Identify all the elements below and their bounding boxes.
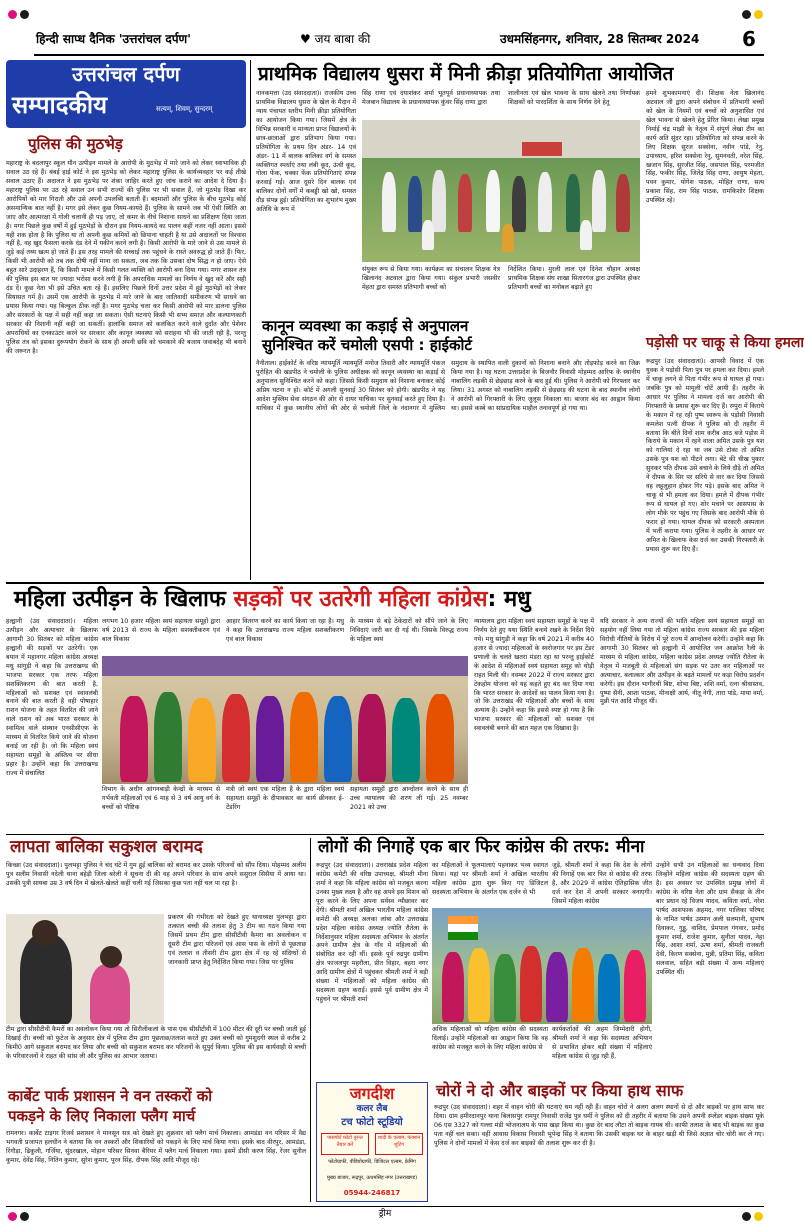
ad-line1: कलर लैब bbox=[356, 1104, 388, 1114]
registration-mark bbox=[742, 10, 751, 19]
photo-child bbox=[580, 220, 592, 250]
masthead-rule bbox=[34, 54, 764, 56]
photo-officer-head bbox=[32, 920, 58, 946]
editorial-headline: पुलिस की मुठभेड़ bbox=[28, 135, 123, 153]
congress-col4: उन्होंने सभी उन महिलाओं का धन्यवाद दिया जिन्होंने महिला कांग्रेस की सदस्यता ग्रहण की है। इस अवसर पर उपस्थित प्रमुख लोगों में कांग्रेस के वरिष्ठ नेता और ग्राम सैकड़ा के तीन बार प्रधान रहे विजय यादव, कविता वर्मा, नरेश पार्षद आशफाक अहमद, नगर पालिका परिषद के नामित पार्षद उस्मान अली सलमानी, सुभाष दिवाकर, गुड्डू, वाशिद, प्रेमपाल गंगवार, प्रमोद कुमार शर्मा, राजेश कुमार, सुनीता यादव, नेहा सिंह, आशा शर्मा, ऊषा शर्मा, श्रीमती राजबती देवी, किरण सक्सेना, मुन्नी, प्रतिमा सिंह, कविता सलवाल, सहित बड़ी संख्या में अन्य महिलाएं उपस्थित थीं। bbox=[656, 862, 764, 977]
missing-girl-col1: किच्छा (उद संवाददाता)। पुलभट्टा पुलिस ने चंद घंटे में गुम हुई बालिका को बरामद कर उसके परिजनों को सौंप दिया। मोहम्मद अलीम पुत्र सलीम निवासी नदेली थाना बहेड़ी जिला बरेली ने सूचना दी की वह अपने परिवार के साथ अपने ससुराल सिसैया में आया था। उसकी पुत्री सायबा उम्र 3 वर्ष दिन में खेलते-खेलते कहीं चली गई जिसका कुछ पता नहीं चल पा रहा है। bbox=[6, 862, 306, 887]
photo-woman bbox=[324, 696, 352, 782]
law-body: नैनीताल। हाईकोर्ट के वरिष्ठ न्यायमूर्ति न्यायमूर्ति मनोज तिवारी और न्यायमूर्ति पंकज पुरोहित की खंडपीठ ने चमोली के पुलिस अधीक्षक को कानून व्यवस्था का कड़ाई से अनुपालन सुनिश्चित करने को कहा। जिससे किसी समुदाय को निशाना बनाकर कोई अप्रिय घटना न हो। कोर्ट में अगली सुनवाई 30 सितंबर को होगी। खंडपीठ ने यह आदेश मुस्लिम सेवा संगठन की ओर से दायर याचिका पर सुनवाई करते हुए दिया है। याचिका में कुछ स्थानीय लोगों की ओर से चमोली जिले के नंदानगर में मुस्लिम समुदाय के स्थापित वाली दुकानों को निशाना बनाने और तोड़फोड़ करने का जिक्र किया गया है। यह घटना उत्तरप्रदेश के बिजनौर निवासी मोहम्मद आरिफ के स्थानीय नाबालिग लड़की से छेड़छाड़ करने के बाद हुई थी। पुलिस ने आरोपी को गिरफ्तार कर लिया। 31 अगस्त को नाबालिग लड़की से छेड़छाड़ की घटना के बाद स्थानीय लोगों ने आरोपी को गिरफ्तारी के लिए जुलूस निकाला था। बाजार बंद का आह्वान किया था। इससे कस्बे का सांप्रदायिक माहौल तनावपूर्ण हो गया था। bbox=[256, 360, 640, 412]
photo-person bbox=[486, 170, 500, 232]
women-col4a: के माध्यम से बड़े ठेकेदारों को सौंपे जाने के लिए निविदाएं जारी कर दी गई थी। जिसके विरुद्ध राज्य के महिला स्वयं bbox=[350, 618, 468, 643]
editorial-banner-title: उत्तरांचल दर्पण bbox=[72, 62, 180, 86]
photo-person bbox=[616, 174, 630, 232]
missing-girl-photo bbox=[6, 914, 164, 1024]
section-rule bbox=[6, 834, 764, 835]
women-headline-part3: : मधु bbox=[487, 587, 531, 612]
photo-woman bbox=[442, 952, 464, 1022]
sports-col1: नानकमत्ता (उद संवाददाता)। राजकीय उच्च प्राथमिक विद्यालय धुसरा के खेल के मैदान में न्याय पंचायत स्तरीय मिनी क्रीड़ा प्रतियोगिता का आयोजन किया गया। जिसमें क्षेत्र के विभिन्न सरकारी व मान्यता प्राप्त विद्यालयों के छात्र-छात्राओं द्वारा प्रतिभाग किया गया। प्रतियोगिता के प्रथम दिन अंडर- 14 एवं अंडर- 11 में बालक बालिका वर्ग के समस्त व्यक्तिगत स्पर्धाएं तथा लंबी कूद, ऊंची कूद, गोला फेंक, चक्का फेंक प्रतियोगिताएं संपन्न करवाई गईं। आज दूसरे दिन बालक एवं बालिका दोनों वर्गों में कबड्डी खो खो, समस्त दौड़ संपन्न हुई। प्रतियोगिता का शुभारंभ मुख्य अतिथि के रूप में bbox=[256, 90, 356, 214]
editorial-body: महाराष्ट्र के बदलापुर स्कूल यौन उत्पीड़न मामले के आरोपी के मुठभेड़ में मारे जाने को लेकर स्वाभाविक ही सवाल उठ रहे हैं। बंबई हाई कोर्ट ने इस मुठभेड़ को लेकर महाराष्ट्र पुलिस के कार्यव्यवहार पर कई तीखे सवाल उठाए हैं। अदालत ने इस मुठभेड़ पर शंका जाहिर करते हुए जांच कराने का आदेश दे दिया है। महाराष्ट्र पुलिस पर उठ रहे सवाल उन सभी राज्यों की पुलिस पर भी सवाल हैं, जो मुठभेड़ दिखा कर आरोपियों को मार गिराती और उसे अपनी उपलब्धि बताती हैं। बदमाशों और पुलिस के बीच मुठभेड़ कोई असमान्यिक बात नहीं है। मगर इसे लेकर कुछ नियम-कायदे हैं। पुलिस के सामने जब भी ऐसी स्थिति आ जाए और आत्मरक्षा में गोली चलानी ही पड़ जाए, तो कमर के नीचे निशाना साधने का प्रशिक्षण दिया जाता है। मगर पिछले कुछ वर्षों में हुई मुठभेड़ों के दौरान इस नियम-कायदे का पालन कहीं नजर नहीं आता। इससे यही शक होता है कि पुलिस या तो अपनी कुछ कमियों को छिपाना चाहती है या उसे अदालतों पर विश्वास नहीं है, वह खुद फैसला करके दंड देने में यकीन करने लगी है। किसी आरोपी के मारे जाने से उस मामले से जुड़े कई तथ्य खत्म हो जाते हैं। इस तरह मामले की सच्चाई तक पहुंचने के रास्ते अवरुद्ध हो जाते हैं। फिर, किसी भी आरोपी को तब तक दोषी नहीं माना जा सकता, जब तक कि उसका दोष सिद्ध न हो जाए। ऐसे बहुत सारे उदाहरण हैं, कि किसी मामले में किसी गलत व्यक्ति को आरोपी बना दिया गया। मगर शासन तंत्र की पुलिस इस बात पर ज्यादा भरोसा करने लगी है कि अपराधिक मामलों का निर्णय वे खुद करें और सही दंड दें। कुछ नेता भी इसे उचित बता रहे हैं। इसलिए पिछले दिनों उत्तर प्रदेश में हुई मुठभेड़ों को लेकर सियासत गर्म है। उसमें एक आरोपी के मुठभेड़ में मारे जाने के बाद जातिवादी समीकरण भी साधने का प्रयास किया गया। यह बिल्कुल ठीक नहीं है। मगर मुठभेड़ चला कर किसी आरोपी को मार डालना पुलिस और सरकारों के पक्ष में सही नहीं कहा जा सकता। ऐसी घटनाएं किसी भी सभ्य समाज और कल्याणकारी सरकार की निशानी नहीं कही जा सकतीं। हालांकि समाज को कलंकित करने वाले दुर्दांत और पेशेवर अपराधियों का एनकाउंटर करने पर सरकार और कानून व्यवस्था को सराहना भी की जाती रही है, परन्तु पुलिस तंत्र को इसका दुरूपयोग रोकने के साथ ही अपनी छवि को चमकाने की बजाय जवाबदेह भी बनाने की जरूरत है। bbox=[6, 160, 246, 355]
ad-services: फोटोग्राफी, वीडियोग्राफी, डिजिटल एल्बम, फ्रेमिंग bbox=[328, 1159, 416, 1165]
photo-woman bbox=[572, 948, 594, 1022]
sports-col2: सिंह राणा एवं दयाशंकर शर्मा भूतपूर्व प्रधानाध्यापक तथा मेजबान विद्यालय के प्रधानाध्यापक कुंवर सिंह राणा द्वारा bbox=[362, 90, 500, 106]
photo-person bbox=[432, 170, 446, 232]
sports-headline: प्राथमिक विद्यालय धुसरा में मिनी क्रीड़ा प्रतियोगिता आयोजित bbox=[258, 63, 674, 85]
women-headline-part1: महिला उत्पीड़न के खिलाफ bbox=[14, 587, 234, 612]
ad-address: मुख्य बाजार, रूद्रपुर, ऊधमसिंह नगर (उत्तराखण्ड) bbox=[326, 1175, 418, 1181]
photo-flag-green bbox=[448, 932, 478, 940]
congress-col3: जुड़े, श्रीमती शर्मा ने कहा कि देश के लोगों की निगाहें एक बार फिर से कांग्रेस की तरफ है, और 2029 में कांग्रेस ऐतिहासिक जीत दर्ज कर देश में अपनी सरकार बनाएगी। जिसमें महिला कांग्रेस bbox=[552, 862, 652, 905]
congress-photo bbox=[432, 908, 652, 1024]
sports-col3: शालीनता एवं खेल भावना के साथ खेलने तथा निर्णायक शिक्षकों को पारदर्शिता के साथ निर्णय देने हेतु bbox=[508, 90, 640, 106]
date-line: उधमसिंहनगर, शनिवार, 28 सितम्बर 2024 bbox=[500, 32, 700, 46]
photo-woman bbox=[222, 694, 250, 782]
column-rule bbox=[310, 838, 311, 1202]
women-col5: न्यायालय द्वारा महिला स्वयं सहायता समूहों के पक्ष में निर्णय देते हुए यथा स्थिति बनाये रखने के निर्देश दिये गये। मधु सांगुड़ी ने कहा कि वर्ष 2021 में करीब 40 हजार से ज्यादा महिलाओं के स्वरोजगार पर इस टेंडर प्रणाली के चलते खतरा मंडरा रहा था परन्तु हाईकोर्ट के आदेश से महिलाओं स्वयं सहायता समूह को थोड़ी राहत मिली थी। नवम्बर 2022 में राज्य सरकार द्वारा टेकहोम योजना को यह कहते हुए बंद कर दिया गया कि भारत सरकार के आदेशों का पालन किया गया है। जो कि उत्तराखंड की महिलाओं और बच्चों के साथ अन्याय है। उन्होंने कहा कि इससे स्पष्ट हो गया है कि भाजपा सरकार की महिलाओं को सशक्त एवं स्वावलंबी बनाने की बात महज एक दिखावा है। bbox=[474, 618, 594, 733]
women-col2a: लगभग 10 हजार महिला स्वयं सहायता समूहों द्वारा वर्ष 2013 से राज्य के महिला सशक्तीकरण एवं बाल विकास bbox=[102, 618, 220, 643]
photo-child bbox=[422, 220, 434, 250]
registration-mark bbox=[8, 1212, 17, 1221]
photo-building bbox=[362, 120, 640, 158]
photo-woman bbox=[598, 954, 620, 1022]
photo-woman bbox=[546, 952, 568, 1022]
law-headline-line2: सुनिश्चित करें चमोली एसपी : हाईकोर्ट bbox=[262, 336, 472, 354]
corbett-headline-line2: पकड़ने के लिए निकाला फ्लैग मार्च bbox=[8, 1107, 196, 1125]
ad-line2: टच फोटो स्टूडियो bbox=[341, 1117, 403, 1128]
photo-woman bbox=[120, 696, 148, 782]
photo-woman bbox=[624, 950, 646, 1022]
photo-person bbox=[458, 174, 472, 232]
congress-col3b: कार्यकर्ताओं की अहम जिम्मेदारी होगी, श्रीमती शर्मा ने कहा कि सदस्यता अभियान से प्रभावित होकर बड़ी संख्या में महिलाएं महिला कांग्रेस से जुड़ रही हैं, bbox=[552, 1026, 652, 1060]
registration-mark bbox=[742, 1212, 751, 1221]
photo-person bbox=[408, 176, 422, 232]
photo-woman bbox=[494, 954, 516, 1022]
photo-person bbox=[538, 172, 552, 232]
paper-name: हिन्दी साप्ध दैनिक 'उत्तरांचल दर्पण' bbox=[36, 32, 191, 46]
thieves-body: रूद्रपुर (उद संवाददाता)। शहर में वाहन चोरी की घटनाएं थम नहीं रही हैं। वाहन चोरों ने अलग अलग स्थानों से दो और बाइकों पर हाथ साफ कर दिया। ग्राम हमीरदानपुर थाना बिलासपुर रामपुर निवासी राजेंद्र पुत्र धर्मी ने पुलिस को दी तहरीर में बताया कि उसने अपनी स्प्लेंडर बाइक संख्या यूके 06 एस 3327 को गल्ला मंडी भोजनालय के पास खड़ा किया था। कुछ देर बाद लौटा तो बाइक गायब थी। काफी तलाश के बाद भी बाइक का कुछ पता नहीं चल सका। वहीं आवास विकास निवासी भूपेन्द्र सिंह ने बताया कि उसकी बाइक घर के बाहर खड़ी थी जिसे अज्ञात चोर चोरी कर ले गए। पुलिस ने दोनों मामलों में केस दर्ज कर बाइकों की तलाश शुरू कर दी है। bbox=[434, 1104, 764, 1147]
missing-girl-headline: लापता बालिका सकुशल बरामद bbox=[10, 837, 203, 857]
missing-girl-col2: प्रकरण की गंभीरता को देखते हुए थानाध्यक्ष पुलभट्टा द्वारा तत्काल बच्ची की तलाश हेतु 3 टीम का गठन किया गया जिसमें प्रथम टीम द्वारा सीसीटीवी कैमरा का अवलोकन व दूसरी टीम द्वारा परिजनों एवं आस पास के लोगों से पूछताछ एवं तलाश व तीसरी टीम द्वारा क्षेत्र में रह रहे संदिग्धों से जानकारी प्राप्त हेतु निर्देशित किया गया। जिस पर पुलिस bbox=[168, 914, 306, 966]
registration-mark bbox=[20, 10, 29, 19]
photo-flag-saffron bbox=[448, 916, 478, 924]
registration-mark bbox=[754, 10, 763, 19]
ad-brand: जगदीश bbox=[349, 1084, 395, 1103]
footer-rule bbox=[6, 1206, 764, 1207]
photo-woman bbox=[256, 696, 284, 782]
section-rule bbox=[6, 582, 764, 584]
law-headline-line1: कानून व्यवस्था का कड़ाई से अनुपालन bbox=[262, 317, 469, 335]
photo-officer bbox=[20, 934, 72, 1024]
sports-col3b: निर्देशित किया। मुरली लाल एवं दिनेश चौहान अध्यक्ष प्राथमिक शिक्षक संघ शाखा सितारगंज द्वारा उपस्थित होकर प्रतिभागी बच्चों का मनोबल बढ़ाते हुए bbox=[508, 266, 640, 291]
slogan-text: जय बाबा की bbox=[314, 32, 371, 46]
knife-body: रूद्रपुर (उद संवाददाता)। आपसी विवाद में एक युवक ने पड़ोसी पिता पुत्र पर हमला कर दिया। हमले में चाकू लगने से पिता गंभीर रूप से घायल हो गया। जबकि पुत्र को मामूली चोटें आयी हैं। तहरीर के आधार पर पुलिस ने मामला दर्ज कर आरोपी की गिरफ्तारी के प्रयास शुरू कर दिए हैं। रम्पुरा में किराये के मकान में रह रही पुष्प स्वरूप के पड़ोसी निवासी कमलेश पत्नी दीपक ने पुलिस को दी तहरीर में बताया कि बीते दिनों शाम करीब आठ बजे पड़ोस में किराये के मकान में रहने वाला अमित उसके पुत्र यश को गालियां दे रहा था जब उसे टोका तो अमित उसके पुत्र यश को पीटने लगा। बेटे की चीख पुकार सुनकर पति दीपक उसे बचाने के लिये दौड़े तो अमित ने दीपक के सिर पर सरिये से वार कर दिया जिससे वह लहूलुहान होकर गिर पड़े। इसके बाद अमित ने चाकू से भी हमला कर दिया। हमले में दीपक गंभीर रूप से घायल हो गए। शोर मचाने पर आसपास के लोग मौके पर पहुंच गए जिसके बाद आरोपी मौके से फरार हो गया। घायल दीपक को सरकारी अस्पताल में भर्ती कराया गया। पुलिस ने तहरीर के आधार पर अमित के खिलाफ केस दर्ज कर उसकी गिरफ्तारी के प्रयास शुरू कर दिए हैं। bbox=[646, 358, 764, 553]
column-rule bbox=[250, 60, 251, 580]
missing-girl-body: टीम द्वारा सीसीटीवी कैमरों का अवलोकन किया गया तो सिरौलीकलां के पास एक सीसीटीवी में 100 मीटर की दूरी पर बच्ची जाती हुई दिखाई दी। बच्ची को फुटेज के अनुसार क्षेत्र में पुलिस टीम द्वारा पूछताछ/तलाश करते हुए उक्त बच्ची को गुमशुदगी स्थल से करीब 2 किमी0 आगे सकुशल बरामद कर लिया और बच्ची को सकुशल बरामद कर परिजनों के सुपुर्द किया। पुलिस की इस कार्यवाही से बच्ची के परिवारजनों ने राहत की सांस ली और पुलिस का आभार जताया। bbox=[6, 1026, 306, 1060]
photo-person bbox=[566, 174, 580, 232]
photo-woman bbox=[392, 698, 420, 782]
photo-child-girl bbox=[90, 964, 130, 1024]
congress-col2: का महिलाओं ने फूलमालाएं पहनाकर भव्य स्वागत किया। यहां पर श्रीमती शर्मा ने अखिल भारतीय महिला कांग्रेस द्वारा शुरू किए गए डिजिटल सदस्यता अभियान के अंतर्गत एक दर्जन से भी bbox=[432, 862, 548, 896]
photo-person bbox=[592, 170, 606, 232]
photo-woman bbox=[426, 694, 454, 782]
photo-banner bbox=[522, 142, 562, 156]
registration-mark bbox=[20, 1212, 29, 1221]
corbett-headline-line1: कार्बेट पार्क प्रशासन ने वन तस्करों को bbox=[8, 1087, 213, 1105]
women-col2b: विभाग के अधीन आंगनबाड़ी केन्द्रों के माध्यम से गर्भवती महिलाओं एवं 6 माह से 3 वर्ष आयु वर्ग के बच्चों को पौष्टिक bbox=[102, 786, 220, 811]
photo-woman bbox=[188, 698, 216, 782]
photo-person bbox=[512, 176, 526, 232]
editorial-motto: सत्यम्, शिवम्, सुन्दरम् bbox=[156, 105, 213, 113]
thieves-headline: चोरों ने दो और बाइकों पर किया हाथ साफ bbox=[436, 1081, 684, 1100]
sports-col2b: संयुक्त रूप से किया गया। कार्यक्रम का संचालन शिक्षक नेत्र खिलानंद अटवाल द्वारा किया गया। संकुल प्रभारी जसवीर मेहता द्वारा समस्त प्रतिभागी बच्चों को bbox=[362, 266, 500, 291]
registration-mark bbox=[754, 1212, 763, 1221]
page-number: 6 bbox=[742, 27, 756, 51]
ad-box1: पासपोर्ट फोटो तुरन्त तैयार करें bbox=[321, 1133, 369, 1155]
corbett-body: रामनगर। कार्बेट टाइगर रिजर्व प्रशासन ने मानसून सत्र को देखते हुए शुक्रवार को फ्लैग मार्च निकाला। आमडंडा वन परिसर में वैद्य भगवती प्रजापत हलधीन ने बताया कि वन तस्करों और शिकारियों को पकड़ने के लिए मार्च किया गया। इसके बाद वीरपुर, आमडंडा, रिंगौड़ा, ढिकुली, गर्जिया, सुंदरखाल, मोहान परिसर सिनवा बैरियर में फ्लैग मार्च निकाला गया। इसमें डीसी करण सिंह, रेंजर सुनील कुमार, देवेंद्र सिंह, नितिन कुमार, सुरेश कुमार, पूरन सिंह, दीपक सिंह आदि मौजूद रहे। bbox=[6, 1130, 306, 1164]
women-col6: यदि सरकार ने अन्य राज्यों की भांति महिला स्वयं सहायता समूहों का सहयोग नहीं लिया गया तो महिला कांग्रेस राज्य सरकार की इस महिला विरोधी नीतियों के विरोध में पूरे राज्य में आन्दोलन करेगी। उन्होंने कहा कि आगामी 30 सितंबर को हल्द्वानी में आयोजित जन आक्रोश रैली के माध्यम से महिला कांग्रेस, महिला कांग्रेस प्रदेश अध्यक्ष ज्योति रौतेला के नेतृत्व में मजबूती से महिलाओं संग सड़क पर उतर कर महिलाओं पर अत्याचार, बलात्कार और उत्पीड़न के बढ़ते मामलों पर कड़ा विरोध प्रदर्शन करेगी। इस दौरान भागीरथी बिष्ट, शोभा बिष्ट, शशि वर्मा, रत्ना श्रीवास्तव, पुष्पा सैनी, आशा पाठक, मीनाक्षी आर्य, नीतू नेगी, तारा पांडे, माया वर्मा, मुन्नी पंत आदि मौजूद थीं। bbox=[600, 618, 764, 706]
women-col3a: आहार वितरण करने का कार्य किया जा रहा है। मधु ने कहा कि उत्तराखण्ड राज्य महिला सशक्तीकरण एवं बाल विकास bbox=[226, 618, 344, 643]
congress-headline: लोगों की निगाहें एक बार फिर कांग्रेस की तरफ: मीना bbox=[318, 837, 645, 857]
women-col1: हल्द्वानी (उद संवाददाता)। महिला उत्पीड़न और अत्याचार के खिलाफ आगामी 30 सितंबर को महिला कांग्रेस हल्द्वानी की सड़कों पर उतरेगी। एक बयान में महानगर महिला कांग्रेस अध्यक्ष मधु सांगुड़ी ने कहा कि उत्तराखण्ड की भाजपा सरकार एक तरफ महिला सशक्तिकरण की बात करती है, महिलाओं को सशक्त एवं स्वावलंबी बनाने की बात करती है वही पोषाहार राशन योजना के तहत वितरित की जाने वाले राशन को अब भारत सरकार के स्वामित्व वाले संस्थान एनसीसीएफ के माध्यम से वितरित किये जाने की योजना बनाई जा रही है। जो कि महिला स्वयं सहायता समूहों के अस्तित्व पर सीधा प्रहार है। उन्होंने कहा कि उत्तराखण्ड राज्य में संचालित bbox=[6, 618, 98, 777]
women-col3b: मंत्री जो स्वयं एक महिला है के द्वारा महिला स्वयं सहायता समूहों के दीपावकार का कार्य छीनकर ई-टेंडरिंग bbox=[226, 786, 344, 811]
photo-curtain bbox=[102, 656, 468, 676]
women-headline bbox=[14, 588, 531, 612]
congress-col1: रूद्रपुर (उद संवाददाता)। उत्तराखंड प्रदेश महिला कांग्रेस कमेटी की वरिष्ठ उपाध्यक्ष, श्रीमती मीना शर्मा ने कहा कि महिला कांग्रेस को मजबूत करना उनका मुख्य लक्ष्य है और वह अपने इस मिशन को पूरा करने के लिए अपना सर्वस्व न्यौछावर कर देंगी। श्रीमती शर्मा अखिल भारतीय महिला कांग्रेस कमेटी की अध्यक्ष अलका लांबा और उत्तराखंड प्रदेश महिला कांग्रेस अध्यक्ष ज्योति रौतेला के निर्देशानुसार महिला सदस्यता अभियान के अंतर्गत अपने ग्रामीण क्षेत्र के गाँव में महिलाओं की संबोधित कर रही थीं। इसके पूर्व रुद्रपुर ग्रामीण क्षेत्र फाजलपुर महरौला, प्रीत विहार, बहरा नगर आदि ग्रामीण क्षेत्रों में पहुंचकर श्रीमती शर्मा ने बड़ी संख्या में महिलाओं को महिला कांग्रेस की सदस्यता ग्रहण कराई। इससे पूर्व ग्रामीण क्षेत्र में पहुंचने पर श्रीमती शर्मा bbox=[316, 862, 428, 1004]
sports-photo bbox=[362, 120, 640, 262]
knife-headline: पड़ोसी पर चाकू से किया हमला bbox=[646, 335, 804, 351]
photo-girl-head bbox=[100, 946, 122, 968]
photo-flag-white bbox=[448, 924, 478, 932]
photo-person bbox=[382, 172, 396, 232]
photo-woman bbox=[154, 692, 182, 782]
congress-col2b: अधिक महिलाओं को महिला कांग्रेस की सदस्यता दिलाई। उन्होंने महिलाओं का आह्वान किया कि वह कांग्रेस को मजबूत करने के लिए महिला कांग्रेस से bbox=[432, 1026, 548, 1051]
ad-box2: शादी के एल्बम, फंक्शन शूटिंग bbox=[375, 1133, 423, 1155]
photo-woman bbox=[520, 946, 542, 1022]
women-group-photo bbox=[102, 656, 468, 784]
photo-woman bbox=[468, 948, 490, 1022]
masthead-slogan: ♥ जय बाबा की bbox=[300, 32, 371, 46]
photo-woman bbox=[290, 692, 318, 782]
women-col4b: सहायता समूहों द्वारा आन्दोलन करने के साथ ही उच्च न्यायालय की शरण ली गई। 25 नवम्बर 2021 को उच्च bbox=[350, 786, 468, 811]
footer-brand: ड्रीम bbox=[378, 1209, 392, 1219]
photo-woman bbox=[358, 694, 386, 782]
photo-child bbox=[502, 224, 514, 252]
ad-phone: 05944-246817 bbox=[343, 1189, 401, 1197]
women-headline-part2: सड़कों पर उतरेगी महिला कांग्रेस bbox=[233, 587, 488, 612]
sports-col4: हमने शुभकामनाएं दी। शिक्षक नेता खिलानंद अटवाल जी द्वारा अपने संबोधन में प्रतिभागी बच्चों को खेल के नियमों एवं बच्चों को अनुशासित एवं खेल भावना से खेलने हेतु प्रेरित किया। लेखा प्रमुख निर्माई चंद्र माझी के नेतृत्व में संपूर्ण लेखा टीम का कार्य अति सुंदर रहा। प्रतियोगिता को संपन्न करने के लिए शिक्षक सुरज सक्सेना, नवीन पांडे, रेनु, उपाध्याय, हरिश सक्सेना रेनु, सुमनवती, नरेश सिंह, खजान सिंह, सुरजीत सिंह, जसपाल सिंह, परमजीत सिंह, फकीर सिंह, जितेंद्र सिंह राणा, आयुष मेहता, पवन कुमार, योगेश पाठक, मोहित राणा, सत्य प्रकाश सिंह, राम सिंह पाठक, रामकिशोर शिक्षक उपस्थित रहे। bbox=[646, 90, 764, 205]
registration-mark bbox=[8, 10, 17, 19]
studio-ad bbox=[316, 1082, 428, 1202]
editorial-section: सम्पादकीय bbox=[12, 91, 108, 119]
